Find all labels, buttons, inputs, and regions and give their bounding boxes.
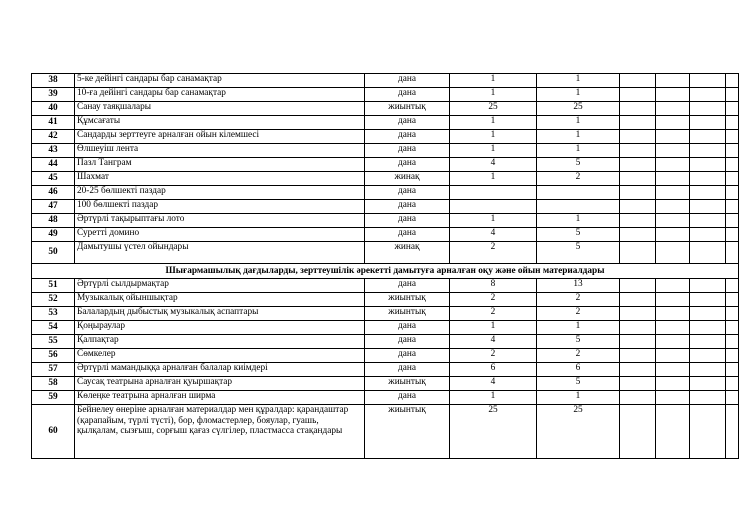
item-quantity-actual <box>537 186 620 200</box>
table-body-last <box>32 405 739 459</box>
empty-cell <box>726 391 739 405</box>
item-unit: дана <box>365 88 450 102</box>
empty-cell <box>726 321 739 335</box>
empty-cell <box>656 130 690 144</box>
item-unit: жиынтық <box>365 293 450 307</box>
empty-cell <box>620 130 656 144</box>
item-name: Саусақ театрына арналған қуыршақтар <box>75 377 365 391</box>
empty-cell <box>690 349 726 363</box>
empty-cell <box>656 377 690 391</box>
item-unit: дана <box>365 144 450 158</box>
item-unit: дана <box>365 130 450 144</box>
item-quantity-norm: 2 <box>450 307 537 321</box>
item-unit: дана <box>365 349 450 363</box>
row-number: 48 <box>32 214 75 228</box>
empty-cell <box>690 279 726 293</box>
item-quantity-actual: 5 <box>537 242 620 264</box>
empty-cell <box>690 335 726 349</box>
table-row <box>32 293 739 307</box>
row-number: 54 <box>32 321 75 335</box>
row-number: 39 <box>32 88 75 102</box>
row-number: 53 <box>32 307 75 321</box>
item-unit: дана <box>365 214 450 228</box>
row-number: 57 <box>32 363 75 377</box>
row-number: 38 <box>32 74 75 88</box>
empty-cell <box>656 172 690 186</box>
materials-table <box>31 73 739 459</box>
item-name: Балалардың дыбыстық музыкалық аспаптары <box>75 307 365 321</box>
row-number: 42 <box>32 130 75 144</box>
empty-cell <box>726 405 739 459</box>
empty-cell <box>620 293 656 307</box>
empty-cell <box>620 228 656 242</box>
item-quantity-norm: 1 <box>450 88 537 102</box>
item-unit: дана <box>365 116 450 130</box>
empty-cell <box>726 172 739 186</box>
empty-cell <box>690 158 726 172</box>
row-number: 41 <box>32 116 75 130</box>
item-quantity-actual: 1 <box>537 144 620 158</box>
empty-cell <box>726 200 739 214</box>
item-quantity-norm: 25 <box>450 405 537 459</box>
empty-cell <box>726 130 739 144</box>
empty-cell <box>690 321 726 335</box>
table-row <box>32 405 739 459</box>
item-quantity-norm: 1 <box>450 130 537 144</box>
empty-cell <box>620 377 656 391</box>
item-name: Пазл Танграм <box>75 158 365 172</box>
item-name: Әртүрлі мамандыққа арналған балалар киімдері <box>75 363 365 377</box>
empty-cell <box>656 200 690 214</box>
item-name: Сөмкелер <box>75 349 365 363</box>
table-row <box>32 144 739 158</box>
empty-cell <box>656 293 690 307</box>
table-row <box>32 335 739 349</box>
empty-cell <box>620 144 656 158</box>
item-quantity-norm: 1 <box>450 172 537 186</box>
empty-cell <box>656 74 690 88</box>
item-quantity-norm: 2 <box>450 293 537 307</box>
item-quantity-actual: 2 <box>537 293 620 307</box>
row-number: 46 <box>32 186 75 200</box>
empty-cell <box>656 307 690 321</box>
item-quantity-actual: 5 <box>537 158 620 172</box>
empty-cell <box>656 279 690 293</box>
item-name: Дамытушы үстел ойындары <box>75 242 365 264</box>
empty-cell <box>726 228 739 242</box>
row-number: 52 <box>32 293 75 307</box>
item-quantity-actual: 1 <box>537 391 620 405</box>
table-row <box>32 377 739 391</box>
empty-cell <box>690 186 726 200</box>
empty-cell <box>690 88 726 102</box>
empty-cell <box>656 102 690 116</box>
section-header-row <box>32 264 739 279</box>
item-name: Әртүрлі сылдырмақтар <box>75 279 365 293</box>
item-unit: жинақ <box>365 242 450 264</box>
item-quantity-actual: 1 <box>537 321 620 335</box>
item-quantity-norm: 1 <box>450 214 537 228</box>
item-unit: дана <box>365 158 450 172</box>
table-row <box>32 74 739 88</box>
item-quantity-actual: 1 <box>537 88 620 102</box>
empty-cell <box>690 116 726 130</box>
empty-cell <box>726 88 739 102</box>
empty-cell <box>620 88 656 102</box>
empty-cell <box>656 335 690 349</box>
item-quantity-actual: 13 <box>537 279 620 293</box>
row-number: 50 <box>32 242 75 264</box>
empty-cell <box>726 116 739 130</box>
empty-cell <box>690 405 726 459</box>
empty-cell <box>690 293 726 307</box>
empty-cell <box>656 321 690 335</box>
item-unit: дана <box>365 74 450 88</box>
empty-cell <box>726 363 739 377</box>
empty-cell <box>690 228 726 242</box>
item-name: Әртүрлі тақырыптағы лото <box>75 214 365 228</box>
empty-cell <box>690 102 726 116</box>
empty-cell <box>620 214 656 228</box>
item-name: 20-25 бөлшекті паздар <box>75 186 365 200</box>
empty-cell <box>620 279 656 293</box>
item-quantity-norm: 1 <box>450 144 537 158</box>
row-number: 43 <box>32 144 75 158</box>
table-body-bottom <box>32 279 739 405</box>
table-row <box>32 279 739 293</box>
table-row <box>32 391 739 405</box>
item-unit: жиынтық <box>365 405 450 459</box>
empty-cell <box>690 307 726 321</box>
empty-cell <box>620 242 656 264</box>
empty-cell <box>690 363 726 377</box>
empty-cell <box>690 172 726 186</box>
item-unit: дана <box>365 391 450 405</box>
empty-cell <box>620 405 656 459</box>
item-quantity-actual: 2 <box>537 307 620 321</box>
row-number: 60 <box>32 405 75 459</box>
item-name: Көлеңке театрына арналған ширма <box>75 391 365 405</box>
table-row <box>32 349 739 363</box>
empty-cell <box>690 74 726 88</box>
empty-cell <box>726 349 739 363</box>
item-name: 5-ке дейінгі сандары бар санамақтар <box>75 74 365 88</box>
table-body-top <box>32 74 739 264</box>
item-name: Құмсағаты <box>75 116 365 130</box>
empty-cell <box>620 349 656 363</box>
item-quantity-actual: 1 <box>537 130 620 144</box>
empty-cell <box>620 116 656 130</box>
item-name: Қалпақтар <box>75 335 365 349</box>
empty-cell <box>656 186 690 200</box>
row-number: 49 <box>32 228 75 242</box>
item-quantity-actual: 5 <box>537 228 620 242</box>
item-quantity-norm: 1 <box>450 116 537 130</box>
item-quantity-actual: 2 <box>537 172 620 186</box>
item-quantity-actual: 25 <box>537 102 620 116</box>
row-number: 55 <box>32 335 75 349</box>
table-row <box>32 242 739 264</box>
row-number: 59 <box>32 391 75 405</box>
empty-cell <box>690 200 726 214</box>
item-quantity-actual: 5 <box>537 377 620 391</box>
empty-cell <box>726 74 739 88</box>
item-unit: дана <box>365 363 450 377</box>
item-quantity-norm: 4 <box>450 228 537 242</box>
table-row <box>32 228 739 242</box>
item-name: 10-ға дейінгі сандары бар санамақтар <box>75 88 365 102</box>
empty-cell <box>656 228 690 242</box>
empty-cell <box>726 307 739 321</box>
empty-cell <box>690 242 726 264</box>
empty-cell <box>656 144 690 158</box>
item-name: Сандарды зерттеуге арналған ойын кілемшесі <box>75 130 365 144</box>
row-number: 56 <box>32 349 75 363</box>
empty-cell <box>656 88 690 102</box>
item-quantity-norm: 1 <box>450 391 537 405</box>
item-name: Өлшеуіш лента <box>75 144 365 158</box>
empty-cell <box>656 158 690 172</box>
item-unit: дана <box>365 186 450 200</box>
empty-cell <box>620 102 656 116</box>
empty-cell <box>656 214 690 228</box>
row-number: 58 <box>32 377 75 391</box>
section-title: Шығармашылық дағдыларды, зерттеушілік әрекетті дамытуға арналған оқу және ойын материалдары <box>32 264 739 279</box>
item-name: Санау таяқшалары <box>75 102 365 116</box>
item-quantity-actual: 1 <box>537 74 620 88</box>
item-name: Суретті домино <box>75 228 365 242</box>
table-row <box>32 321 739 335</box>
item-quantity-norm: 1 <box>450 74 537 88</box>
empty-cell <box>656 116 690 130</box>
item-name: Бейнелеу өнеріне арналған материалдар мен құралдар: қарандаштар (қарапайым, түрлі түсті), бор, фломастерлер, бояулар, гуашь, қылқалам, сызғыш, сорғыш қағаз сүлгілер, пластмасса стақандары <box>75 405 365 459</box>
item-quantity-norm: 1 <box>450 321 537 335</box>
item-quantity-norm <box>450 186 537 200</box>
table-row <box>32 158 739 172</box>
item-name: 100 бөлшекті паздар <box>75 200 365 214</box>
item-quantity-norm: 8 <box>450 279 537 293</box>
item-quantity-actual: 6 <box>537 363 620 377</box>
table-row <box>32 116 739 130</box>
item-unit: дана <box>365 228 450 242</box>
item-name: Музыкалық ойыншықтар <box>75 293 365 307</box>
empty-cell <box>690 214 726 228</box>
item-quantity-norm: 2 <box>450 242 537 264</box>
item-quantity-actual: 25 <box>537 405 620 459</box>
empty-cell <box>726 214 739 228</box>
empty-cell <box>656 391 690 405</box>
item-unit: дана <box>365 200 450 214</box>
item-unit: дана <box>365 279 450 293</box>
item-name: Қоңыраулар <box>75 321 365 335</box>
empty-cell <box>726 377 739 391</box>
empty-cell <box>620 335 656 349</box>
empty-cell <box>620 158 656 172</box>
row-number: 45 <box>32 172 75 186</box>
empty-cell <box>620 172 656 186</box>
empty-cell <box>726 242 739 264</box>
table-row <box>32 130 739 144</box>
empty-cell <box>620 391 656 405</box>
table-row <box>32 200 739 214</box>
row-number: 44 <box>32 158 75 172</box>
empty-cell <box>690 130 726 144</box>
item-quantity-norm: 4 <box>450 335 537 349</box>
empty-cell <box>656 405 690 459</box>
item-unit: жиынтық <box>365 307 450 321</box>
table-row <box>32 363 739 377</box>
item-quantity-norm: 4 <box>450 377 537 391</box>
item-quantity-actual: 1 <box>537 116 620 130</box>
empty-cell <box>726 186 739 200</box>
empty-cell <box>620 321 656 335</box>
empty-cell <box>726 293 739 307</box>
empty-cell <box>726 279 739 293</box>
table-row <box>32 186 739 200</box>
item-quantity-actual <box>537 200 620 214</box>
item-name: Шахмат <box>75 172 365 186</box>
empty-cell <box>656 349 690 363</box>
table-row <box>32 307 739 321</box>
empty-cell <box>726 102 739 116</box>
item-quantity-norm: 25 <box>450 102 537 116</box>
item-unit: дана <box>365 335 450 349</box>
empty-cell <box>620 363 656 377</box>
item-quantity-norm: 4 <box>450 158 537 172</box>
item-unit: жиынтық <box>365 102 450 116</box>
empty-cell <box>656 242 690 264</box>
empty-cell <box>620 186 656 200</box>
item-unit: дана <box>365 321 450 335</box>
row-number: 51 <box>32 279 75 293</box>
table-section <box>32 264 739 279</box>
empty-cell <box>620 74 656 88</box>
empty-cell <box>726 144 739 158</box>
empty-cell <box>620 200 656 214</box>
item-quantity-actual: 2 <box>537 349 620 363</box>
row-number: 40 <box>32 102 75 116</box>
empty-cell <box>656 363 690 377</box>
empty-cell <box>690 144 726 158</box>
table-row <box>32 102 739 116</box>
row-number: 47 <box>32 200 75 214</box>
table-row <box>32 214 739 228</box>
empty-cell <box>726 335 739 349</box>
item-unit: жинақ <box>365 172 450 186</box>
item-quantity-norm: 2 <box>450 349 537 363</box>
item-quantity-norm: 6 <box>450 363 537 377</box>
table-row <box>32 172 739 186</box>
empty-cell <box>690 391 726 405</box>
item-quantity-actual: 5 <box>537 335 620 349</box>
empty-cell <box>690 377 726 391</box>
item-quantity-actual: 1 <box>537 214 620 228</box>
item-unit: жиынтық <box>365 377 450 391</box>
empty-cell <box>726 158 739 172</box>
table-row <box>32 88 739 102</box>
item-quantity-norm <box>450 200 537 214</box>
empty-cell <box>620 307 656 321</box>
